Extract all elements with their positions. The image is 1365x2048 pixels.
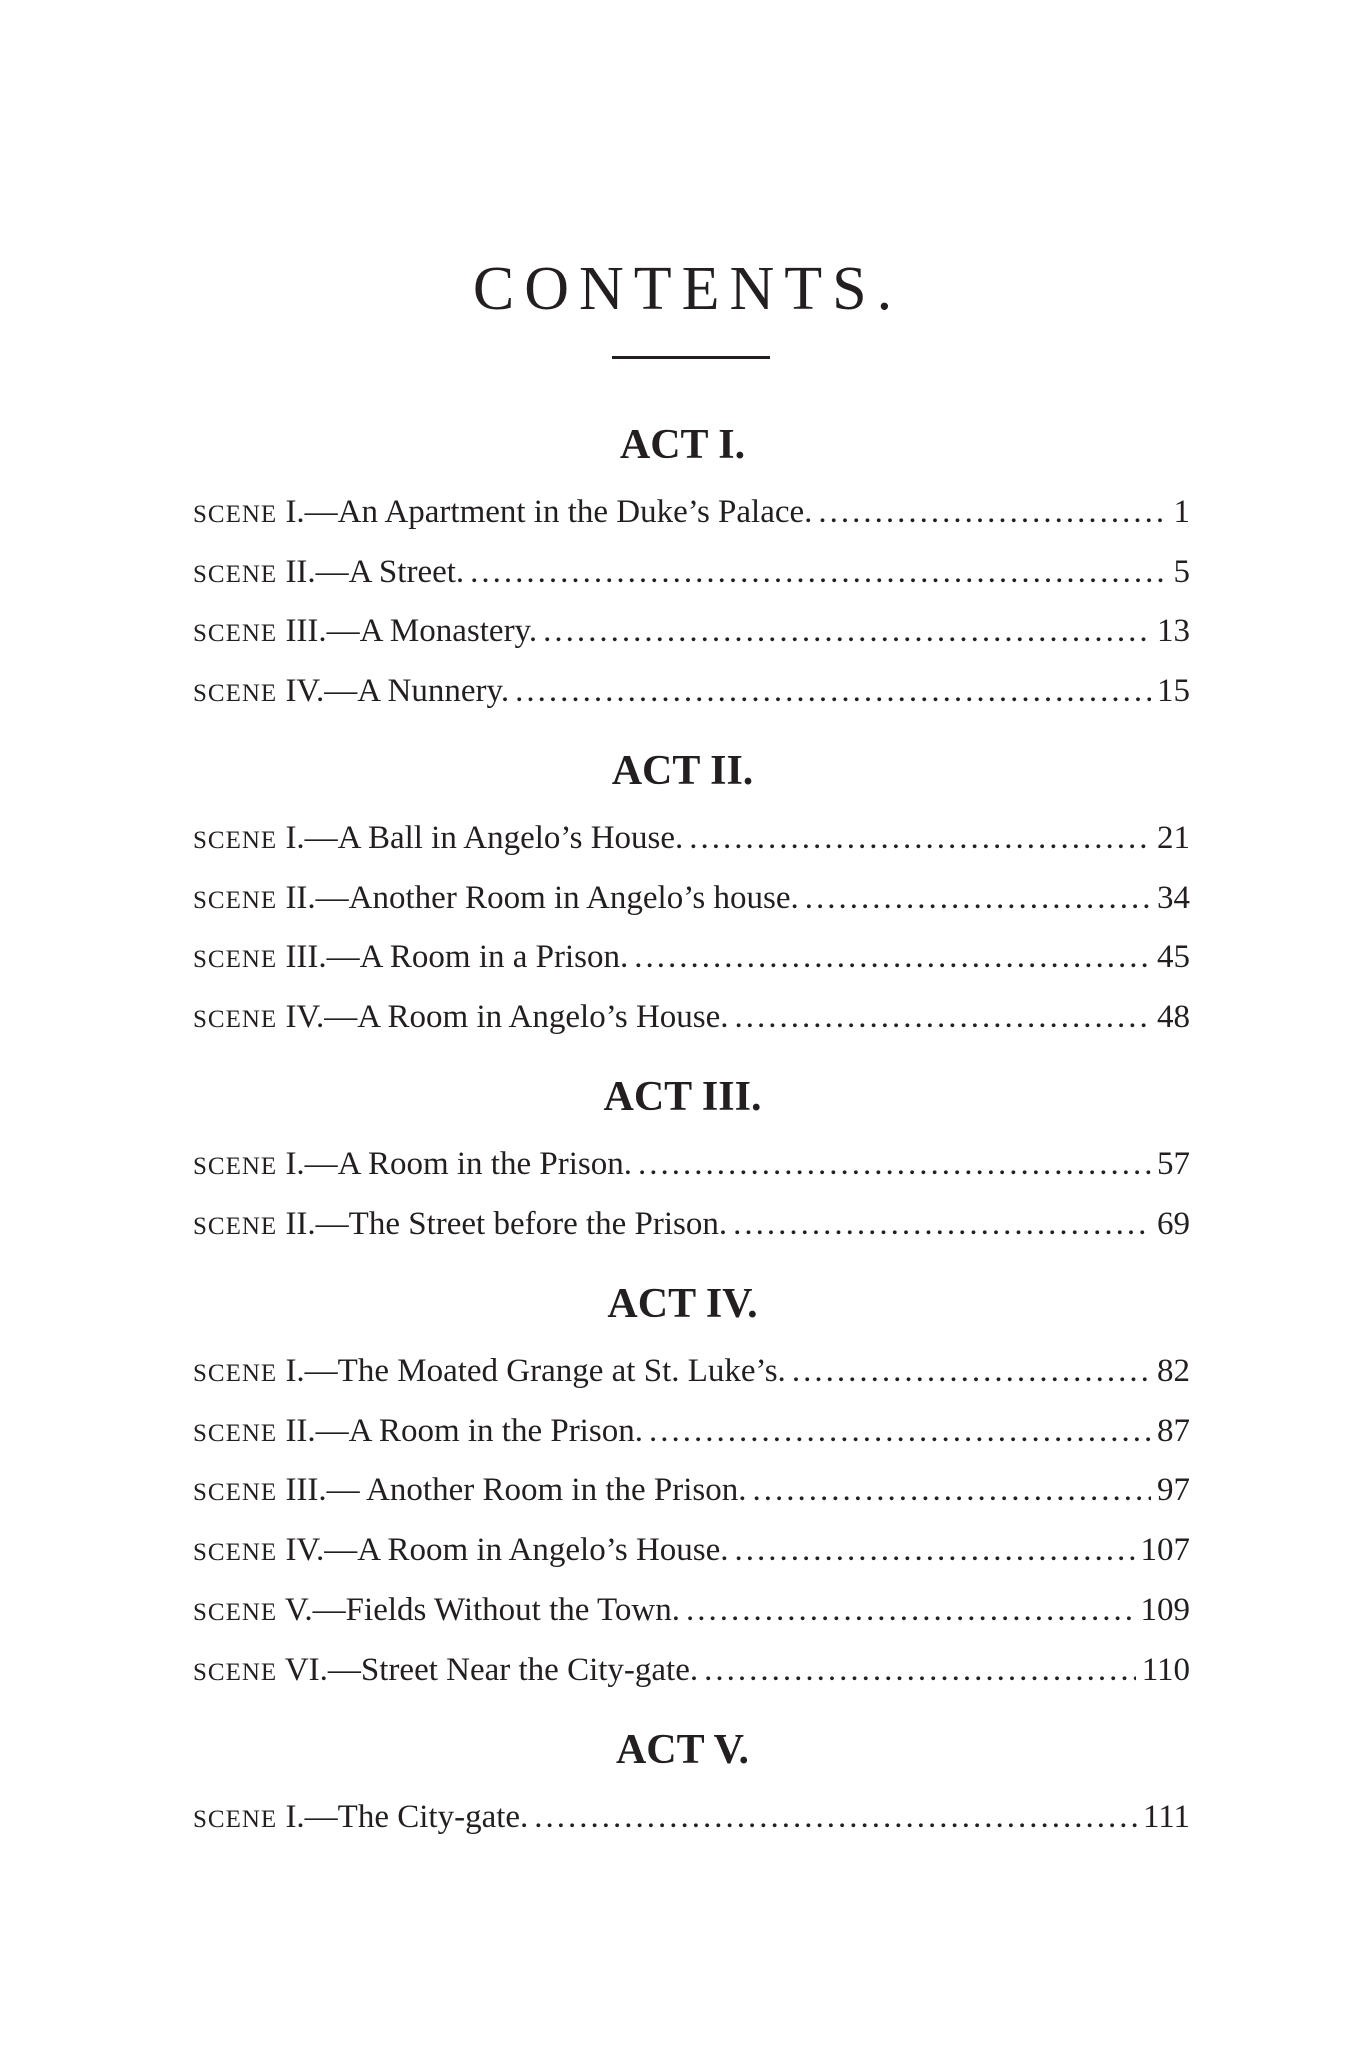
scene-word: SCENE (193, 1659, 278, 1686)
entry-title: I.—The City-gate. (277, 1799, 529, 1835)
dot-leader (638, 1142, 1151, 1186)
scene-word: SCENE (193, 1599, 278, 1626)
dot-leader (470, 550, 1167, 594)
dot-leader (735, 1528, 1135, 1572)
page-number: 45 (1157, 939, 1190, 975)
dot-leader (515, 669, 1151, 713)
act-heading: ACT IV. (607, 1281, 758, 1327)
page-number: 110 (1141, 1652, 1190, 1688)
entry-title: I.—A Ball in Angelo’s House. (277, 820, 684, 856)
entry-label (193, 609, 537, 656)
entry-label (193, 1409, 643, 1456)
entry-title: II.—A Street. (277, 554, 465, 590)
entry-label (193, 1468, 747, 1515)
toc-entry (193, 876, 1190, 920)
act-heading: ACT I. (619, 422, 746, 468)
entry-label (193, 669, 509, 716)
page-number: 57 (1157, 1146, 1190, 1182)
toc-entry (193, 1202, 1190, 1246)
page-number: 48 (1157, 999, 1190, 1035)
scene-word: SCENE (193, 946, 278, 973)
entry-title: IV.—A Nunnery. (277, 673, 510, 709)
dot-leader (534, 1795, 1137, 1839)
page-number: 87 (1157, 1413, 1190, 1449)
page-number: 111 (1142, 1799, 1190, 1835)
entry-label (193, 1202, 727, 1249)
scene-word: SCENE (193, 827, 278, 854)
scene-word: SCENE (193, 1153, 278, 1180)
toc-entry (193, 1588, 1190, 1632)
entry-label (193, 1588, 680, 1635)
scene-word: SCENE (193, 620, 278, 647)
entry-label (193, 995, 729, 1042)
page-number: 34 (1157, 880, 1190, 916)
page-number: 1 (1173, 494, 1190, 530)
scene-word: SCENE (193, 1360, 278, 1387)
page-number: 109 (1140, 1592, 1190, 1628)
entry-label (193, 550, 464, 597)
scene-word: SCENE (193, 1006, 278, 1033)
dot-leader (733, 1202, 1151, 1246)
scene-word: SCENE (193, 561, 278, 588)
scene-word: SCENE (193, 1539, 278, 1566)
toc-entry (193, 816, 1190, 860)
toc-entry (193, 609, 1190, 653)
scene-word: SCENE (193, 680, 278, 707)
entry-label (193, 876, 799, 923)
entry-title: III.— Another Room in the Prison. (277, 1472, 747, 1508)
act-heading: ACT II. (611, 748, 754, 794)
entry-label (193, 1142, 632, 1189)
dot-leader (686, 1588, 1135, 1632)
dot-leader (543, 609, 1151, 653)
page-number: 21 (1157, 820, 1190, 856)
dot-leader (634, 935, 1151, 979)
toc-entry (193, 1795, 1190, 1839)
page-number: 15 (1157, 673, 1190, 709)
scene-word: SCENE (193, 1806, 278, 1833)
dot-leader (704, 1648, 1136, 1692)
toc-entry (193, 995, 1190, 1039)
entry-title: IV.—A Room in Angelo’s House. (277, 999, 729, 1035)
entry-title: III.—A Monastery. (277, 613, 538, 649)
entry-label (193, 1795, 528, 1842)
toc-entry (193, 490, 1190, 534)
dot-leader (818, 490, 1167, 534)
act-heading: ACT V. (615, 1727, 750, 1773)
act-heading: ACT III. (603, 1074, 762, 1120)
entry-title: II.—Another Room in Angelo’s house. (277, 880, 799, 916)
page-number: 69 (1157, 1206, 1190, 1242)
entry-title: VI.—Street Near the City-gate. (277, 1652, 699, 1688)
toc-entry (193, 1468, 1190, 1512)
dot-leader (805, 876, 1151, 920)
entry-label (193, 1349, 786, 1396)
dot-leader (689, 816, 1151, 860)
scene-word: SCENE (193, 1420, 278, 1447)
scene-word: SCENE (193, 501, 278, 528)
entry-title: I.—The Moated Grange at St. Luke’s. (277, 1353, 786, 1389)
page-number: 97 (1157, 1472, 1190, 1508)
page-number: 107 (1140, 1532, 1190, 1568)
toc-entry (193, 550, 1190, 594)
entry-title: III.—A Room in a Prison. (277, 939, 629, 975)
dot-leader (649, 1409, 1151, 1453)
entry-title: II.—A Room in the Prison. (277, 1413, 643, 1449)
entry-label (193, 935, 628, 982)
toc-entry (193, 1142, 1190, 1186)
toc-entry (193, 1648, 1190, 1692)
page-number: 5 (1173, 554, 1190, 590)
entry-title: I.—An Apartment in the Duke’s Palace. (277, 494, 813, 530)
entry-label (193, 1528, 729, 1575)
entry-label (193, 490, 812, 537)
scene-word: SCENE (193, 1213, 278, 1240)
page-number: 82 (1157, 1353, 1190, 1389)
page-number: 13 (1157, 613, 1190, 649)
toc-entry (193, 1409, 1190, 1453)
scene-word: SCENE (193, 1479, 278, 1506)
dot-leader (753, 1468, 1152, 1512)
entry-label (193, 1648, 698, 1695)
entry-title: I.—A Room in the Prison. (277, 1146, 632, 1182)
entry-label (193, 816, 683, 863)
toc-entry (193, 1528, 1190, 1572)
entry-title: IV.—A Room in Angelo’s House. (277, 1532, 729, 1568)
toc-entry (193, 669, 1190, 713)
dot-leader (735, 995, 1151, 1039)
entry-title: V.—Fields Without the Town. (277, 1592, 680, 1628)
title-rule (612, 356, 770, 359)
page-title: CONTENTS. (472, 255, 903, 323)
entry-title: II.—The Street before the Prison. (277, 1206, 728, 1242)
toc-entry (193, 935, 1190, 979)
scene-word: SCENE (193, 887, 278, 914)
dot-leader (792, 1349, 1151, 1393)
toc-entry (193, 1349, 1190, 1393)
